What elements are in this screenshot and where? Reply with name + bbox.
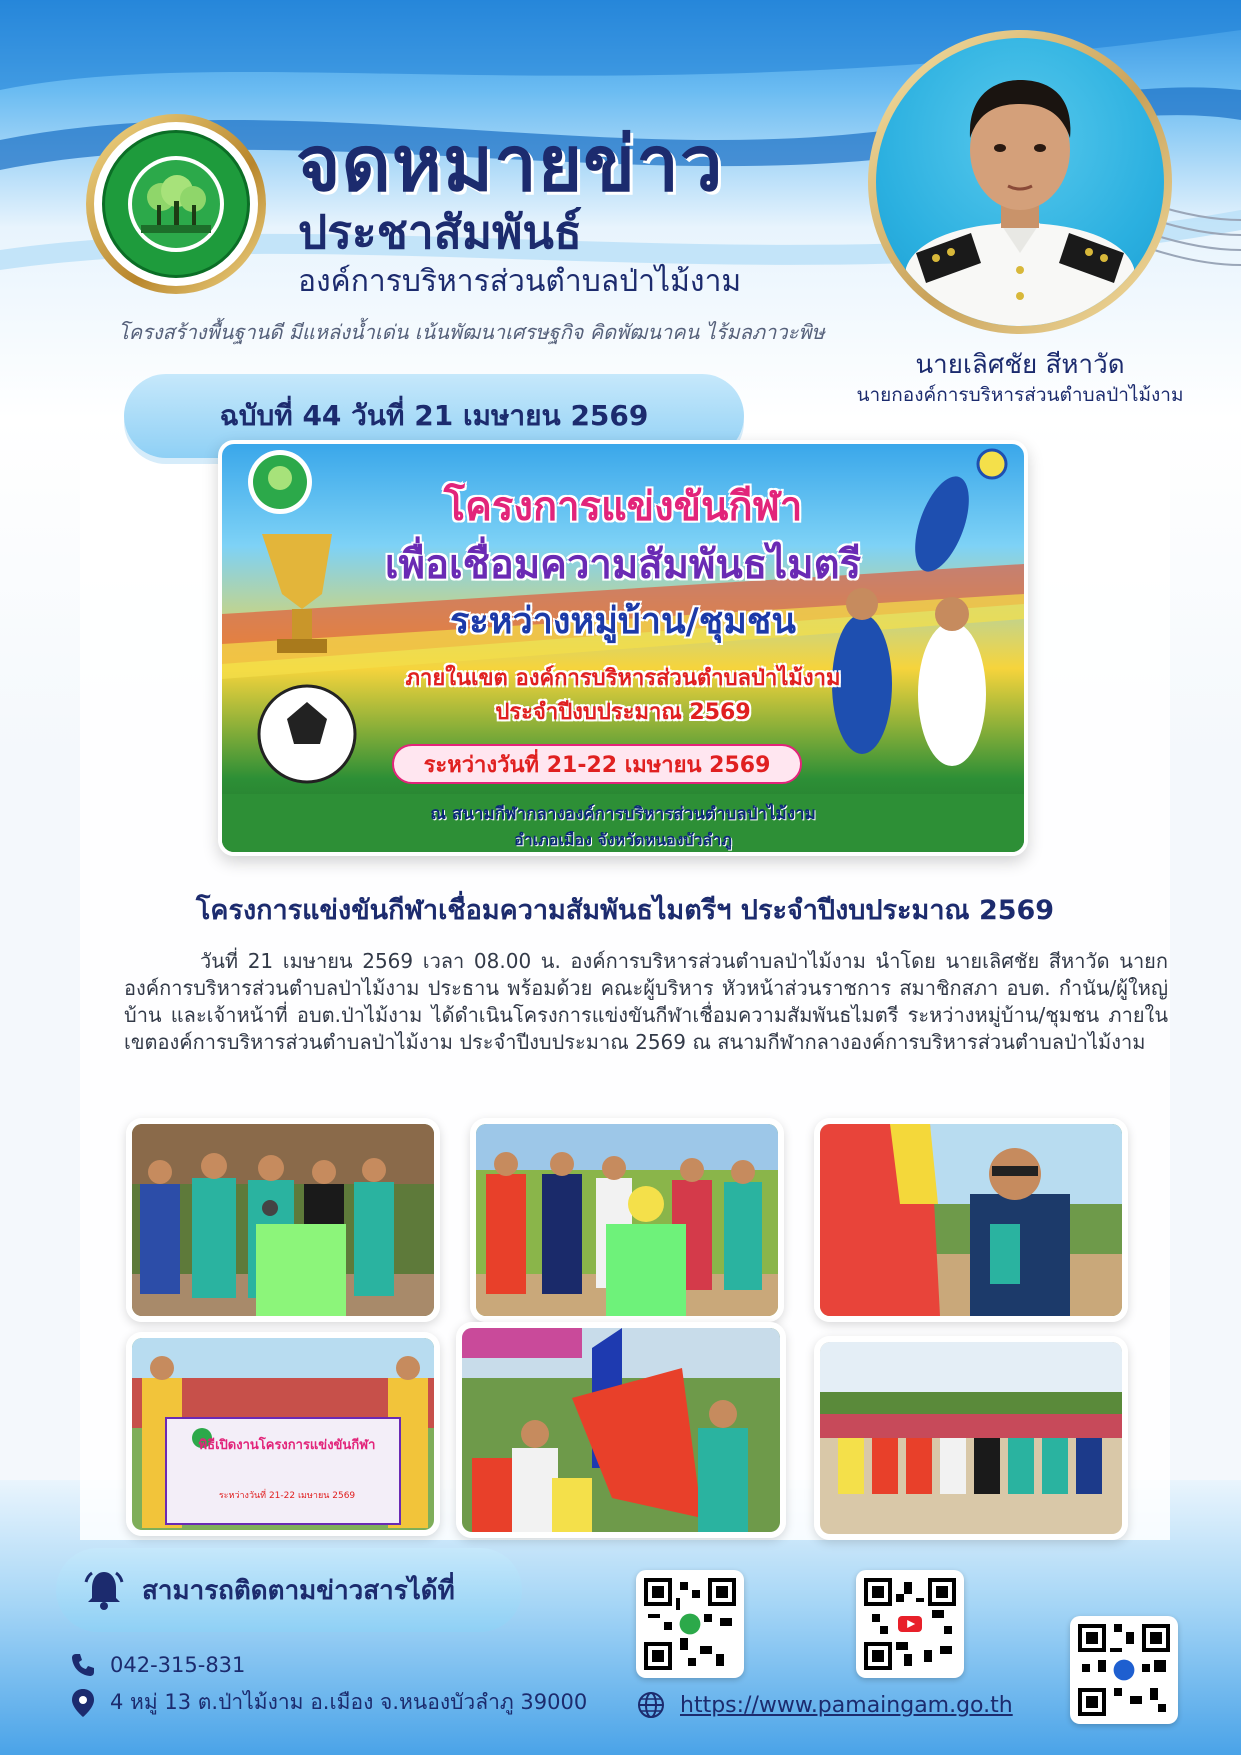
phone-icon: [70, 1652, 96, 1678]
portrait-image: [876, 38, 1164, 326]
phone-row: [70, 1652, 245, 1678]
qr-code-facebook[interactable]: [1070, 1616, 1178, 1724]
issue-badge: ฉบับที่ 44 วันที่ 21 เมษายน 2569: [124, 374, 744, 458]
phone-number: 042-315-831: [110, 1653, 246, 1677]
banner-line-4: ภายในเขต องค์การบริหารส่วนตำบลป่าไม้งาม: [405, 666, 841, 691]
article-headline: โครงการแข่งขันกีฬาเชื่อมความสัมพันธไมตรีฯ ประจำปีงบประมาณ 2569: [195, 895, 1055, 926]
qr-code-line[interactable]: [636, 1570, 744, 1678]
photo-4-banner-date: ระหว่างวันที่ 21-22 เมษายน 2569: [218, 1491, 356, 1501]
address-text: 4 หมู่ 13 ต.ป่าไม้งาม อ.เมือง จ.หนองบัวลำภู 39000: [110, 1690, 588, 1714]
address-row: [70, 1686, 587, 1719]
qr-code-icon: [644, 1578, 736, 1670]
follow-badge: [56, 1548, 522, 1632]
follow-label: สามารถติดตามข่าวสารได้ที่: [142, 1575, 455, 1606]
newsletter-title: จดหมายข่าว: [296, 119, 724, 208]
photo-4-banner-title: พิธีเปิดงานโครงการแข่งขันกีฬา: [198, 1438, 376, 1453]
banner-line-7: ณ สนามกีฬากลางองค์การบริหารส่วนตำบลป่าไม้งาม: [430, 804, 816, 824]
event-photo-3: [814, 1118, 1128, 1322]
banner-line-3: ระหว่างหมู่บ้าน/ชุมชน: [450, 601, 796, 642]
event-banner: [218, 440, 1028, 856]
official-position: นายกองค์การบริหารส่วนตำบลป่าไม้งาม: [856, 384, 1184, 406]
official-name: นายเลิศชัย สีหาวัด: [915, 350, 1125, 380]
location-pin-icon: [70, 1688, 96, 1718]
banner-line-8: อำเภอเมือง จังหวัดหนองบัวลำภู: [514, 830, 732, 849]
organization-logo: [86, 114, 266, 294]
tree-emblem-icon: [111, 139, 241, 269]
website-row: [636, 1690, 1013, 1720]
event-photo-4: [126, 1332, 440, 1536]
organization-slogan: โครงสร้างพื้นฐานดี มีแหล่งน้ำเด่น เน้นพัฒนาเศรษฐกิจ คิดพัฒนาคน ไร้มลภาวะพิษ: [118, 320, 825, 344]
event-photo-2: [470, 1118, 784, 1322]
globe-icon: [636, 1690, 666, 1720]
banner-line-2: เพื่อเชื่อมความสัมพันธไมตรี: [384, 542, 862, 588]
event-photo-6: [814, 1336, 1128, 1540]
newsletter-subtitle: ประชาสัมพันธ์: [298, 205, 582, 259]
banner-line-1: โครงการแข่งขันกีฬา: [443, 484, 803, 530]
article-body: [124, 948, 1168, 1056]
qr-code-icon: [1078, 1624, 1170, 1716]
article-body-text: วันที่ 21 เมษายน 2569 เวลา 08.00 น. องค์การบริหารส่วนตำบลป่าไม้งาม นำโดย นายเลิศชัย สีหาวัด นายกองค์การบริหารส่วนตำบลป่าไม้งาม ประธาน พร้อมด้วย คณะผู้บริหาร หัวหน้าส่วนราชการ สมาชิกสภา อบต. กำนัน/ผู้ใหญ่บ้าน และเจ้าหน้าที่ อบต.ป่าไม้งาม ได้ดำเนินโครงการแข่งขันกีฬาเชื่อมความสัมพันธไมตรี ระหว่างหมู่บ้าน/ชุมชน ภายในเขตองค์การบริหารส่วนตำบลป่าไม้งาม ประจำปีงบประมาณ 2569 ณ สนามกีฬากลางองค์การบริหารส่วนตำบลป่าไม้งาม: [124, 949, 1168, 1054]
bell-icon: [82, 1568, 126, 1612]
event-photo-1: [126, 1118, 440, 1322]
event-photo-5: [456, 1322, 786, 1538]
qr-code-youtube[interactable]: [856, 1570, 964, 1678]
website-link[interactable]: https://www.pamaingam.go.th: [680, 1692, 1013, 1718]
banner-line-5: ประจำปีงบประมาณ 2569: [495, 700, 751, 725]
official-portrait: [868, 30, 1172, 334]
organization-name: องค์การบริหารส่วนตำบลป่าไม้งาม: [298, 264, 742, 299]
qr-code-icon: [864, 1578, 956, 1670]
banner-date: ระหว่างวันที่ 21-22 เมษายน 2569: [392, 744, 802, 784]
